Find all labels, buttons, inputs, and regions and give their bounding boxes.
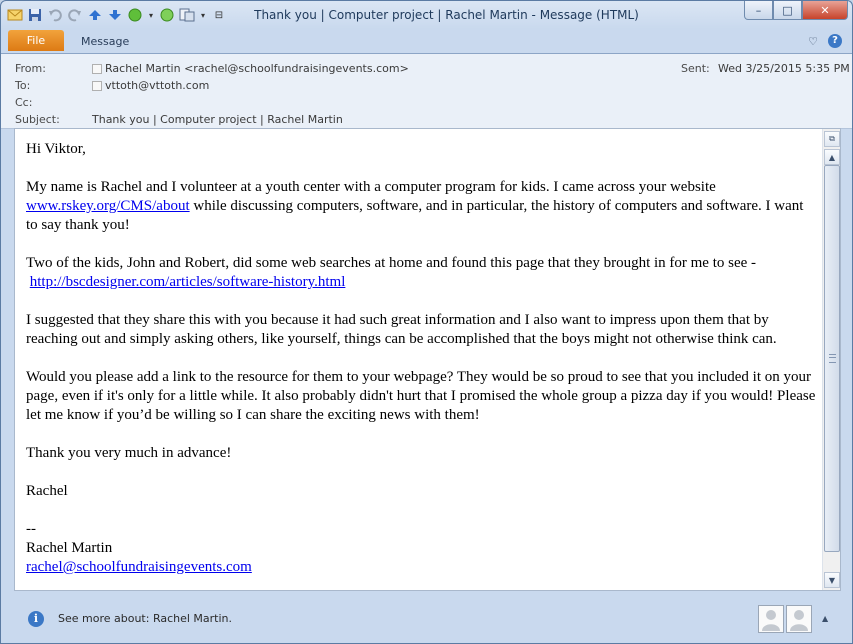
link-bscdesigner[interactable]: http://bscdesigner.com/articles/software-history.html bbox=[29, 274, 346, 290]
scroll-up-button[interactable]: ▲ bbox=[824, 149, 840, 165]
paragraph-1-rest: while discussing computers, software, and in particular, the history of computers and software. I want to say thank you! bbox=[26, 198, 804, 233]
presence-checkbox-icon bbox=[92, 81, 102, 91]
signature-name: Rachel Martin bbox=[26, 540, 113, 556]
info-icon: i bbox=[28, 611, 44, 627]
message-body[interactable] bbox=[14, 128, 841, 591]
avatar[interactable] bbox=[786, 605, 812, 633]
link-rskey[interactable]: www.rskey.org/CMS/about bbox=[26, 198, 190, 214]
ribbon-right-controls bbox=[808, 34, 842, 48]
tab-file[interactable]: File bbox=[8, 30, 64, 51]
ribbon-collapse-icon[interactable]: ♡ bbox=[808, 34, 818, 48]
from-field[interactable] bbox=[92, 62, 409, 75]
from-label: From: bbox=[15, 62, 46, 75]
close-button[interactable]: ✕ bbox=[802, 1, 848, 20]
dropdown-arrow-icon[interactable]: ▾ bbox=[200, 10, 205, 20]
paragraph-2-text: Two of the kids, John and Robert, did some web searches at home and found this page that they brought in for me to see - bbox=[26, 255, 757, 271]
dropdown-arrow-icon[interactable]: ▾ bbox=[148, 10, 153, 20]
message-body-content bbox=[26, 140, 816, 577]
avatar[interactable] bbox=[758, 605, 784, 633]
people-pane bbox=[14, 600, 839, 638]
window-controls bbox=[744, 1, 848, 20]
cc-label: Cc: bbox=[15, 96, 33, 109]
presence-checkbox-icon bbox=[92, 64, 102, 74]
to-field[interactable] bbox=[92, 79, 209, 92]
subject-label: Subject: bbox=[15, 113, 60, 126]
sent-label: Sent: bbox=[681, 62, 710, 75]
signature-dash: -- bbox=[26, 521, 36, 537]
help-icon[interactable]: ? bbox=[828, 34, 842, 48]
paragraph-1 bbox=[26, 178, 816, 235]
grip-icon bbox=[829, 354, 836, 363]
message-header bbox=[1, 54, 852, 129]
maximize-button[interactable]: □ bbox=[773, 1, 802, 20]
scrollbar-thumb[interactable] bbox=[824, 165, 840, 552]
vertical-scrollbar[interactable] bbox=[822, 129, 840, 590]
customize-icon[interactable]: ⊟ bbox=[214, 9, 224, 21]
window-title: Thank you | Computer project | Rachel Martin - Message (HTML) bbox=[254, 8, 639, 22]
to-value[interactable]: vttoth@vttoth.com bbox=[105, 79, 210, 92]
ribbon-tabs bbox=[1, 29, 852, 54]
minimize-button[interactable]: – bbox=[744, 1, 773, 20]
see-more-link[interactable]: See more about: Rachel Martin. bbox=[58, 612, 233, 625]
paragraph-3: I suggested that they share this with you because it had such great information and I also want to impress upon them that by reaching out and simply asking others, like yourself, things can be accomplished that the boys might not otherwise think can. bbox=[26, 312, 777, 347]
title-bar bbox=[1, 1, 852, 29]
paragraph-1-text: My name is Rachel and I volunteer at a youth center with a computer program for kids. I came across your website bbox=[26, 179, 716, 195]
signature-email-link[interactable]: rachel@schoolfundraisingevents.com bbox=[26, 559, 252, 575]
tab-message[interactable]: Message bbox=[81, 35, 130, 48]
paragraph-5: Thank you very much in advance! bbox=[26, 445, 232, 461]
expand-pane-icon[interactable]: ▲ bbox=[822, 614, 829, 623]
greeting: Hi Viktor, bbox=[26, 141, 86, 157]
signature bbox=[26, 520, 816, 577]
paragraph-6: Rachel bbox=[26, 483, 68, 499]
subject-value: Thank you | Computer project | Rachel Martin bbox=[92, 113, 343, 126]
paragraph-4: Would you please add a link to the resource for them to your webpage? They would be so proud to see that you included it on your page, even if it's only for a little while. It also probably didn't hurt that I promised the whole group a pizza day if you would! Please let me know if you’d be willing so I can share the exciting news with them! bbox=[26, 369, 816, 423]
scrollbar-split-icon[interactable]: ⧉ bbox=[824, 131, 840, 147]
paragraph-2 bbox=[26, 254, 816, 292]
from-value[interactable]: Rachel Martin <rachel@schoolfundraisingevents.com> bbox=[105, 62, 409, 75]
sent-value: Wed 3/25/2015 5:35 PM bbox=[718, 62, 850, 75]
to-label: To: bbox=[15, 79, 31, 92]
scroll-down-button[interactable]: ▼ bbox=[824, 572, 840, 588]
